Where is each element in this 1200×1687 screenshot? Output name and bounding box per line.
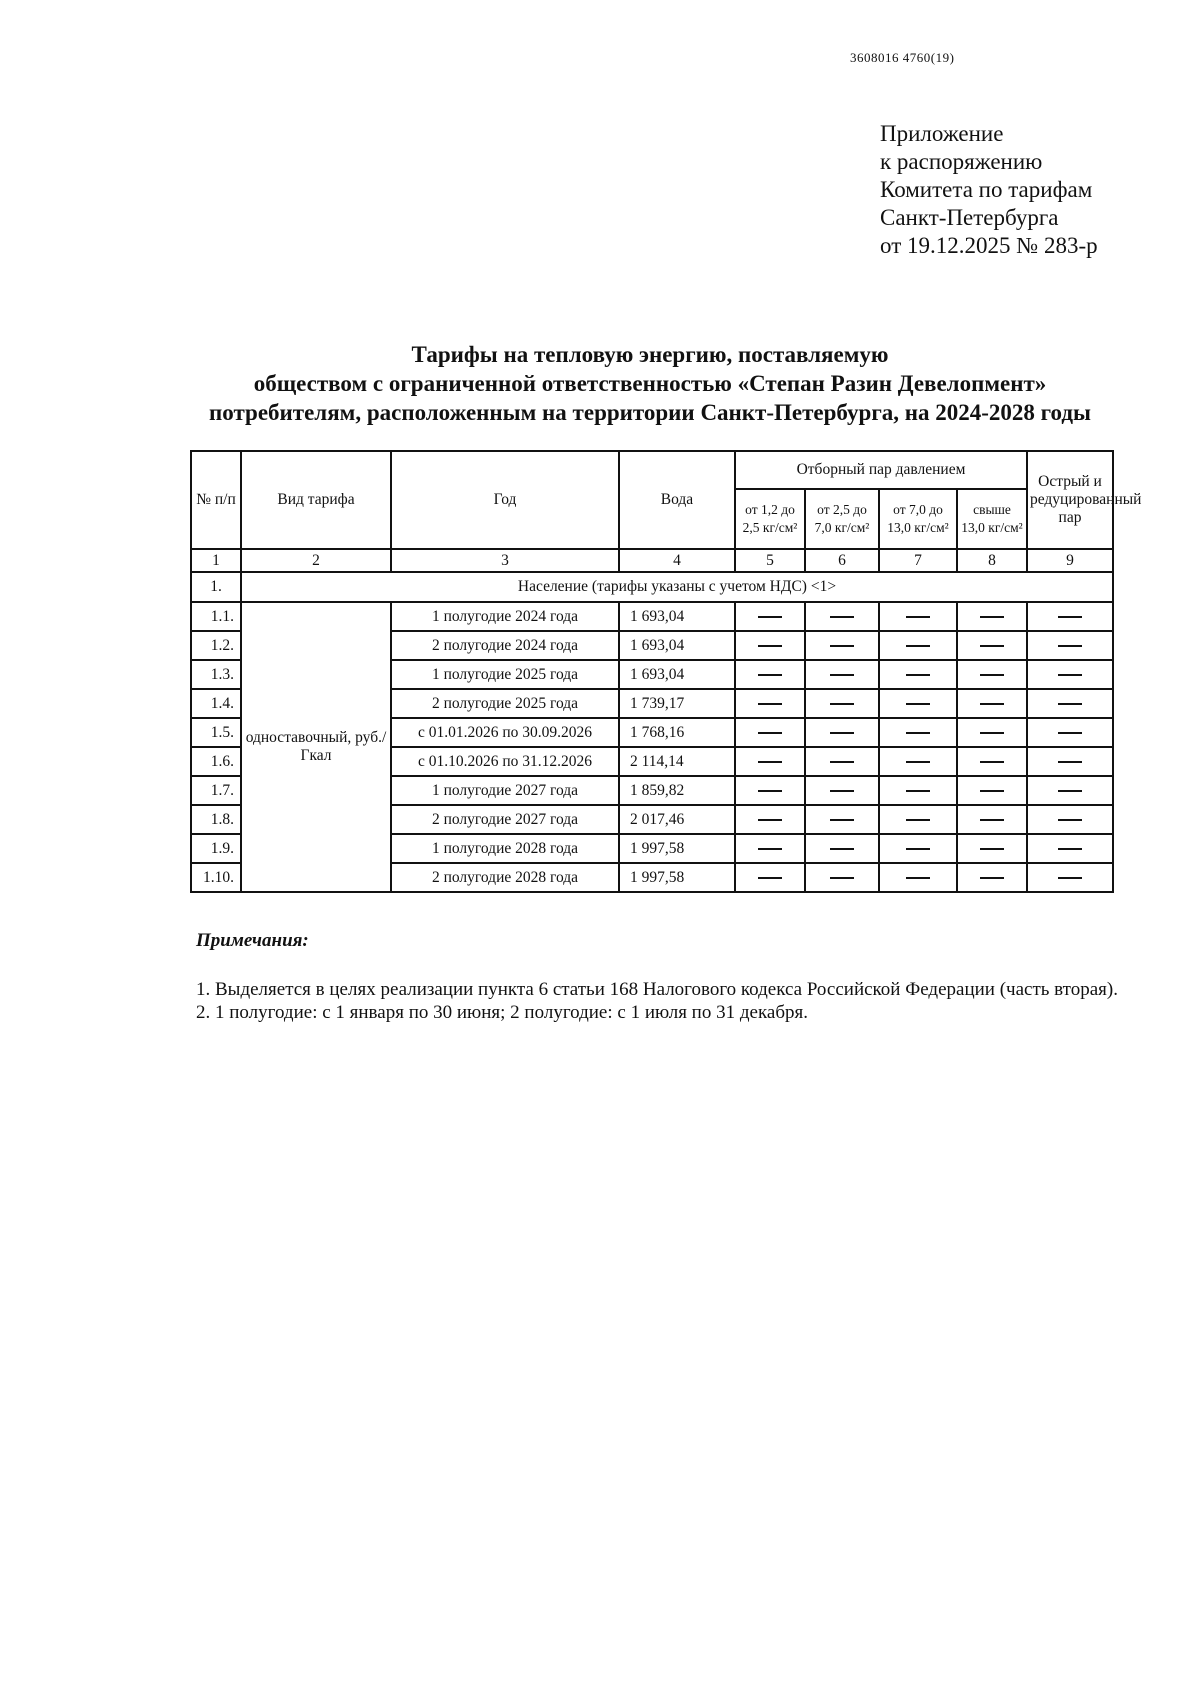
dash-mark: [980, 819, 1004, 821]
note-item: 2. 1 полугодие: с 1 января по 30 июня; 2 полугодие: с 1 июля по 31 декабря.: [196, 1002, 808, 1023]
empty-tariff-cell: [805, 660, 879, 689]
appendix-line: Приложение: [880, 121, 1004, 146]
tariff-type-cell: одноставочный, руб./Гкал: [241, 602, 391, 892]
dash-mark: [1058, 703, 1082, 705]
appendix-line: Комитета по тарифам: [880, 177, 1093, 202]
notes-block: [196, 978, 1126, 1024]
period-cell: 2 полугодие 2025 года: [391, 689, 619, 718]
empty-tariff-cell: [1027, 863, 1113, 892]
period-cell: 2 полугодие 2024 года: [391, 631, 619, 660]
dash-mark: [758, 732, 782, 734]
water-tariff-cell: 1 693,04: [619, 660, 735, 689]
dash-mark: [1058, 848, 1082, 850]
empty-tariff-cell: [735, 863, 805, 892]
dash-mark: [758, 674, 782, 676]
water-tariff-cell: 1 997,58: [619, 834, 735, 863]
period-cell: 1 полугодие 2027 года: [391, 776, 619, 805]
dash-mark: [906, 790, 930, 792]
dash-mark: [830, 645, 854, 647]
header-steam-1: от 1,2 до 2,5 кг/см²: [735, 489, 805, 549]
water-tariff-cell: 1 693,04: [619, 631, 735, 660]
empty-tariff-cell: [805, 602, 879, 631]
empty-tariff-cell: [879, 834, 957, 863]
dash-mark: [980, 616, 1004, 618]
row-num: 1.9.: [191, 834, 241, 863]
dash-mark: [758, 848, 782, 850]
table-row: [191, 602, 1113, 631]
empty-tariff-cell: [957, 747, 1027, 776]
dash-mark: [906, 616, 930, 618]
dash-mark: [830, 761, 854, 763]
dash-mark: [980, 645, 1004, 647]
empty-tariff-cell: [735, 631, 805, 660]
appendix-block: [880, 120, 1098, 260]
row-num: 1.1.: [191, 602, 241, 631]
period-cell: 1 полугодие 2025 года: [391, 660, 619, 689]
empty-tariff-cell: [879, 631, 957, 660]
dash-mark: [758, 761, 782, 763]
row-num: 1.6.: [191, 747, 241, 776]
dash-mark: [906, 703, 930, 705]
header-steam-2: от 2,5 до 7,0 кг/см²: [805, 489, 879, 549]
tariff-table: [190, 450, 1142, 893]
dash-mark: [758, 703, 782, 705]
dash-mark: [830, 616, 854, 618]
dash-mark: [980, 790, 1004, 792]
group-num: 1.: [191, 572, 241, 602]
row-num: 1.5.: [191, 718, 241, 747]
water-tariff-cell: 2 017,46: [619, 805, 735, 834]
dash-mark: [1058, 674, 1082, 676]
empty-tariff-cell: [1027, 805, 1113, 834]
dash-mark: [906, 819, 930, 821]
column-number: 6: [805, 549, 879, 572]
water-tariff-cell: 1 739,17: [619, 689, 735, 718]
dash-mark: [906, 877, 930, 879]
header-water: Вода: [619, 451, 735, 549]
dash-mark: [906, 848, 930, 850]
dash-mark: [830, 877, 854, 879]
empty-tariff-cell: [957, 718, 1027, 747]
empty-tariff-cell: [1027, 718, 1113, 747]
dash-mark: [980, 732, 1004, 734]
row-num: 1.4.: [191, 689, 241, 718]
empty-tariff-cell: [805, 718, 879, 747]
empty-tariff-cell: [1027, 834, 1113, 863]
dash-mark: [980, 848, 1004, 850]
empty-tariff-cell: [957, 602, 1027, 631]
row-num: 1.2.: [191, 631, 241, 660]
dash-mark: [1058, 732, 1082, 734]
empty-tariff-cell: [1027, 776, 1113, 805]
dash-mark: [758, 877, 782, 879]
document-id: 3608016 4760(19): [850, 50, 955, 65]
water-tariff-cell: 1 693,04: [619, 602, 735, 631]
dash-mark: [830, 790, 854, 792]
empty-tariff-cell: [735, 834, 805, 863]
water-tariff-cell: 1 997,58: [619, 863, 735, 892]
period-cell: с 01.10.2026 по 31.12.2026: [391, 747, 619, 776]
empty-tariff-cell: [1027, 747, 1113, 776]
dash-mark: [906, 645, 930, 647]
header-year: Год: [391, 451, 619, 549]
dash-mark: [758, 819, 782, 821]
empty-tariff-cell: [1027, 602, 1113, 631]
column-number: 4: [619, 549, 735, 572]
empty-tariff-cell: [1027, 660, 1113, 689]
empty-tariff-cell: [735, 689, 805, 718]
dash-mark: [1058, 761, 1082, 763]
dash-mark: [758, 616, 782, 618]
empty-tariff-cell: [735, 602, 805, 631]
empty-tariff-cell: [957, 689, 1027, 718]
empty-tariff-cell: [805, 863, 879, 892]
row-num: 1.10.: [191, 863, 241, 892]
appendix-line: от 19.12.2025 № 283-р: [880, 233, 1098, 258]
water-tariff-cell: 1 768,16: [619, 718, 735, 747]
column-number: 3: [391, 549, 619, 572]
dash-mark: [758, 790, 782, 792]
column-number: 7: [879, 549, 957, 572]
empty-tariff-cell: [1027, 631, 1113, 660]
column-number: 1: [191, 549, 241, 572]
header-steam-4: свыше 13,0 кг/см²: [957, 489, 1027, 549]
header-tariff-type: Вид тарифа: [241, 451, 391, 549]
empty-tariff-cell: [805, 776, 879, 805]
empty-tariff-cell: [879, 863, 957, 892]
dash-mark: [980, 877, 1004, 879]
title-line: Тарифы на тепловую энергию, поставляемую: [411, 342, 889, 367]
column-number: 5: [735, 549, 805, 572]
header-steam-group: Отборный пар давлением: [735, 451, 1027, 489]
empty-tariff-cell: [735, 747, 805, 776]
empty-tariff-cell: [879, 660, 957, 689]
title-line: обществом с ограниченной ответственностью «Степан Разин Девелопмент»: [253, 371, 1047, 396]
appendix-line: к распоряжению: [880, 149, 1043, 174]
row-num: 1.7.: [191, 776, 241, 805]
dash-mark: [1058, 877, 1082, 879]
dash-mark: [980, 674, 1004, 676]
dash-mark: [1058, 819, 1082, 821]
period-cell: с 01.01.2026 по 30.09.2026: [391, 718, 619, 747]
dash-mark: [830, 848, 854, 850]
empty-tariff-cell: [879, 689, 957, 718]
dash-mark: [758, 645, 782, 647]
column-number: 8: [957, 549, 1027, 572]
period-cell: 2 полугодие 2028 года: [391, 863, 619, 892]
dash-mark: [980, 761, 1004, 763]
empty-tariff-cell: [735, 660, 805, 689]
empty-tariff-cell: [805, 805, 879, 834]
title-line: потребителям, расположенным на территории Санкт-Петербурга, на 2024-2028 годы: [209, 400, 1091, 425]
empty-tariff-cell: [957, 805, 1027, 834]
header-sharp-steam: Острый и редуцированный пар: [1027, 451, 1113, 549]
dash-mark: [906, 732, 930, 734]
row-num: 1.8.: [191, 805, 241, 834]
empty-tariff-cell: [957, 660, 1027, 689]
empty-tariff-cell: [805, 747, 879, 776]
column-number: 9: [1027, 549, 1113, 572]
column-number: 2: [241, 549, 391, 572]
empty-tariff-cell: [805, 631, 879, 660]
empty-tariff-cell: [879, 776, 957, 805]
row-num: 1.3.: [191, 660, 241, 689]
water-tariff-cell: 1 859,82: [619, 776, 735, 805]
empty-tariff-cell: [879, 805, 957, 834]
empty-tariff-cell: [735, 805, 805, 834]
empty-tariff-cell: [879, 602, 957, 631]
period-cell: 1 полугодие 2024 года: [391, 602, 619, 631]
group-label: Население (тарифы указаны с учетом НДС) <1>: [241, 572, 1113, 602]
empty-tariff-cell: [879, 718, 957, 747]
period-cell: 2 полугодие 2027 года: [391, 805, 619, 834]
empty-tariff-cell: [957, 834, 1027, 863]
dash-mark: [1058, 616, 1082, 618]
dash-mark: [906, 674, 930, 676]
empty-tariff-cell: [957, 631, 1027, 660]
period-cell: 1 полугодие 2028 года: [391, 834, 619, 863]
empty-tariff-cell: [957, 776, 1027, 805]
empty-tariff-cell: [735, 776, 805, 805]
group-row: [191, 572, 1113, 602]
header-steam-3: от 7,0 до 13,0 кг/см²: [879, 489, 957, 549]
dash-mark: [906, 761, 930, 763]
dash-mark: [1058, 645, 1082, 647]
dash-mark: [980, 703, 1004, 705]
empty-tariff-cell: [957, 863, 1027, 892]
appendix-line: Санкт-Петербурга: [880, 205, 1059, 230]
dash-mark: [1058, 790, 1082, 792]
empty-tariff-cell: [879, 747, 957, 776]
notes-title: Примечания:: [196, 930, 309, 951]
empty-tariff-cell: [805, 834, 879, 863]
water-tariff-cell: 2 114,14: [619, 747, 735, 776]
header-num: № п/п: [191, 451, 241, 549]
empty-tariff-cell: [1027, 689, 1113, 718]
dash-mark: [830, 703, 854, 705]
dash-mark: [830, 674, 854, 676]
dash-mark: [830, 819, 854, 821]
note-item: 1. Выделяется в целях реализации пункта 6 статьи 168 Налогового кодекса Российской Федерации (часть вторая).: [196, 979, 1118, 1000]
dash-mark: [830, 732, 854, 734]
empty-tariff-cell: [805, 689, 879, 718]
document-title: [150, 340, 1150, 427]
empty-tariff-cell: [735, 718, 805, 747]
